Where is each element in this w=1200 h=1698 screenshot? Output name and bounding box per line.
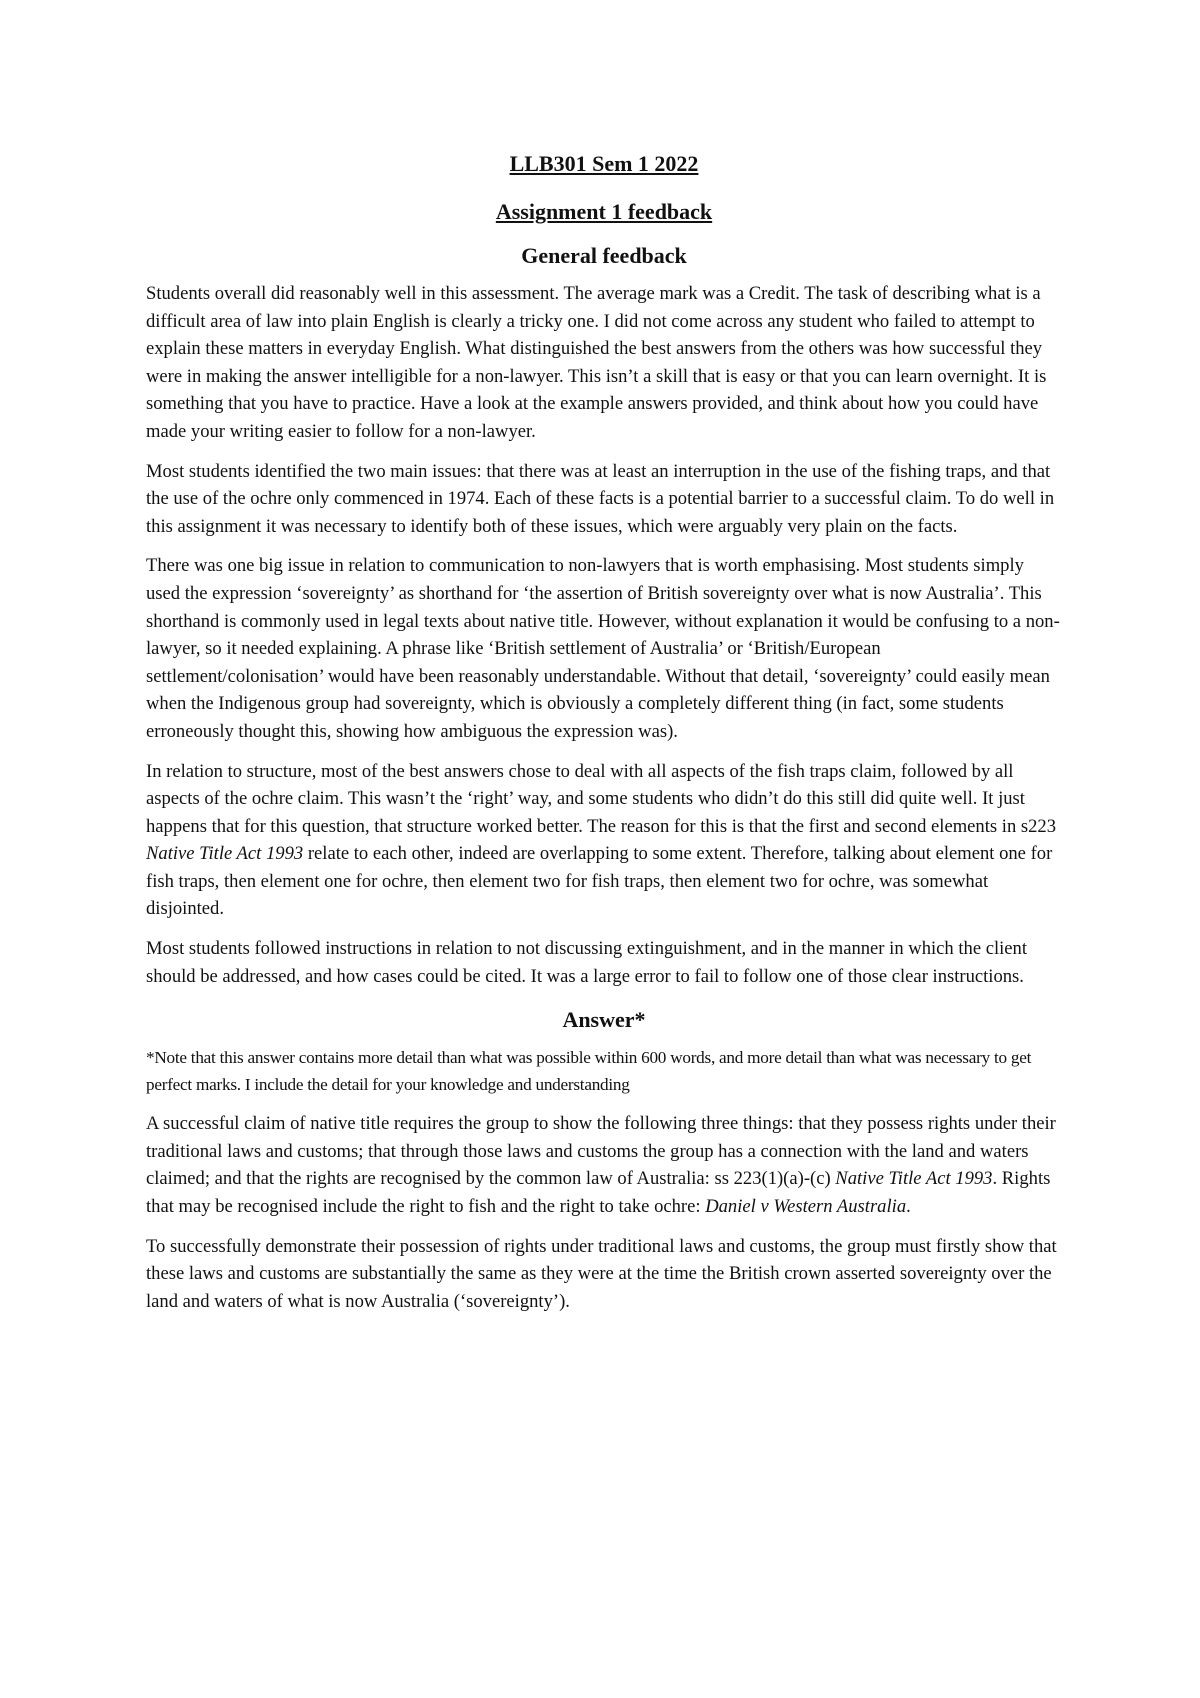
structure-paragraph [146, 758, 1062, 924]
assignment-title: Assignment 1 feedback [495, 199, 713, 224]
document-page [146, 150, 1062, 1315]
general-paragraph-2: Most students identified the two main issues: that there was at least an interruption in the use of the fishing traps, and that the use of the ochre only commenced in 1974. Each of these facts is a potential barrier to a successful claim. To do well in this assignment it was necessary to identify both of these issues, which were arguably very plain on the facts. [146, 460, 1055, 537]
general-paragraph-1: Students overall did reasonably well in this assessment. The average mark was a Credit. The task of describing what is a difficult area of law into plain English is clearly a tricky one. I did not come across any student who failed to attempt to explain these matters in everyday English. What distinguished the best answers from the others was how successful they were in making the answer intelligible for a non-lawyer. This isn’t a skill that is easy or that you can learn overnight. It is something that you have to practice. Have a look at the example answers provided, and think about how you could have made your writing easier to follow for a non-lawyer. [146, 283, 1047, 442]
course-title: LLB301 Sem 1 2022 [509, 151, 699, 176]
answer-paragraph-1 [146, 1110, 1062, 1220]
instructions-paragraph: Most students followed instructions in relation to not discussing extinguishment, and in the manner in which the client should be addressed, and how cases could be cited. It was a large error to fail to follow one of those clear instructions. [146, 938, 1028, 987]
general-feedback-heading: General feedback [521, 243, 687, 268]
case-name: Daniel v Western Australia [705, 1196, 907, 1218]
answer-note: *Note that this answer contains more detail than what was possible within 600 words, and more detail than what was necessary to get perfect marks. I include the detail for your knowledge and understanding [146, 1048, 1032, 1095]
statute-name: Native Title Act 1993 [146, 843, 304, 865]
statute-name: Native Title Act 1993 [835, 1168, 993, 1190]
general-paragraph-3: There was one big issue in relation to communication to non-lawyers that is worth emphasising. Most students simply used the expression ‘sovereignty’ as shorthand for ‘the assertion of British sovereignty over what is now Australia’. This shorthand is commonly used in legal texts about native title. However, without explanation it would be confusing to a non-lawyer, so it needed explaining. A phrase like ‘British settlement of Australia’ or ‘British/European settlement/colonisation’ would have been reasonably understandable. Without that detail, ‘sovereignty’ could easily mean when the Indigenous group had sovereignty, which is obviously a completely different thing (in fact, some students erroneously thought this, showing how ambiguous the expression was). [146, 555, 1060, 742]
answer-text-c: . [906, 1196, 911, 1218]
structure-text-b: relate to each other, indeed are overlapping to some extent. Therefore, talking about element one for fish traps, then element one for ochre, then element two for fish traps, then element two for ochre, was somewhat disjointed. [146, 843, 1053, 920]
answer-heading: Answer* [562, 1007, 646, 1033]
answer-text-b: . Rights that may be recognised include the right to fish and the right to take ochre: [146, 1168, 1051, 1218]
structure-text-a: In relation to structure, most of the best answers chose to deal with all aspects of the fish traps claim, followed by all aspects of the ochre claim. This wasn’t the ‘right’ way, and some students who didn’t do this still did quite well. It just happens that for this question, that structure worked better. The reason for this is that the first and second elements in s223 [146, 760, 1057, 837]
answer-text-a: A successful claim of native title requires the group to show the following three things: that they possess rights under their traditional laws and customs; that through those laws and customs the group has a connection with the land and waters claimed; and that the rights are recognised by the common law of Australia: ss 223(1)(a)-(c) [146, 1113, 1056, 1190]
answer-paragraph-2: To successfully demonstrate their possession of rights under traditional laws and customs, the group must firstly show that these laws and customs are substantially the same as they were at the time the British crown asserted sovereignty over the land and waters of what is now Australia (‘sovereignty’). [146, 1235, 1057, 1312]
